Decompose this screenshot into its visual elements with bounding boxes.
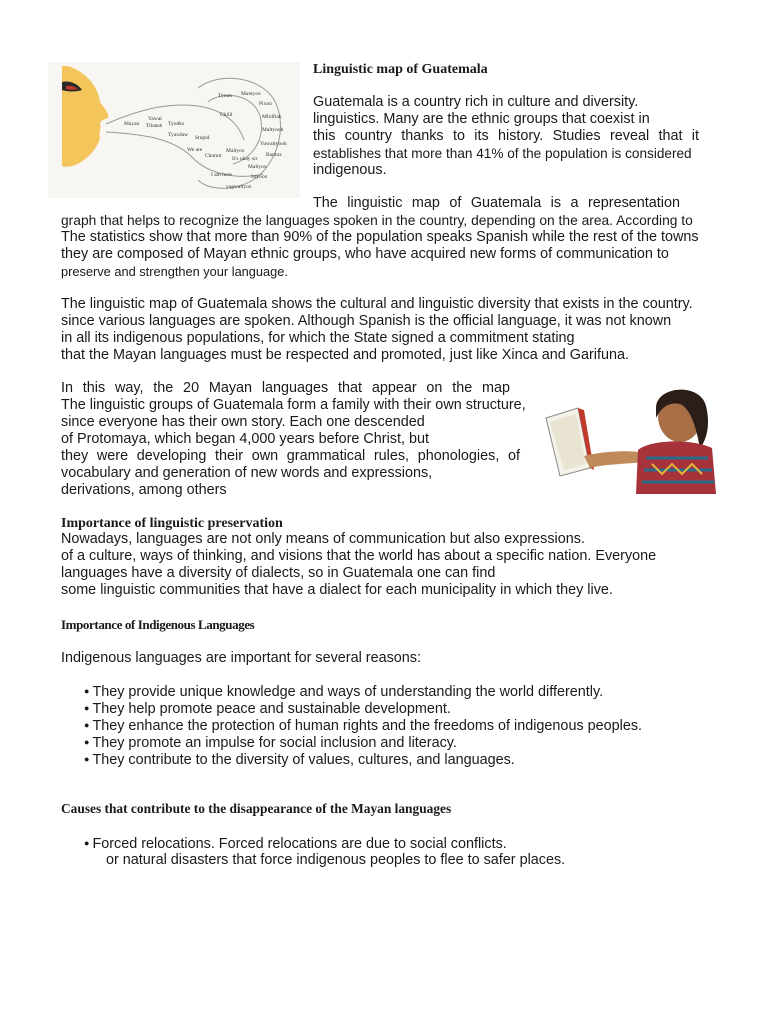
swirl-word: I am here [211,172,232,178]
bullet-dot: ● [84,737,90,747]
swirl-word: We are [187,147,203,153]
bullet-text: They provide unique knowledge and ways of understanding the world differently. [92,684,604,700]
swirl-word: Chilil [220,112,233,118]
cause-item [84,835,507,853]
swirl-word: Maltyooh [262,127,284,133]
bullet-item [84,734,457,752]
swirl-word: Chomir [205,153,222,159]
speech-swirl-svg [48,62,300,198]
bullet-text: They help promote peace and sustainable development. [92,701,451,717]
swirl-word: Mfolfiah [262,114,282,120]
woman-with-book-illustration [540,378,716,494]
para5-line: of a culture, ways of thinking, and visions that the world has about a specific nation. Everyone [61,548,657,564]
para4-line: vocabulary and generation of new words and expressions, [61,465,433,481]
cause-text: Forced relocations. Forced relocations are due to social conflicts. [92,836,507,852]
swirl-word: Maltyox [226,148,245,154]
bullet-dot: ● [84,754,90,764]
bullet-dot: ● [84,703,90,713]
para3-line: in all its indigenous populations, for which the State signed a commitment stating [61,330,575,346]
bullet-item [84,683,603,701]
para5-line: Nowadays, languages are not only means of communication but also expressions. [61,531,585,547]
para2-line: The linguistic map of Guatemala is a representation [313,195,680,211]
para2-line: The statistics show that more than 90% of the population speaks Spanish while the rest of the towns [61,229,699,245]
swirl-word: Yawal [148,116,162,122]
para4-line: of Protomaya, which began 4,000 years before Christ, but [61,431,429,447]
para4-line: since everyone has their own story. Each one descended [61,414,425,430]
swirl-word: Pixon [259,101,272,107]
swirl-word: Mantyox [241,91,261,97]
swirl-word: Bantux [266,152,282,158]
swirl-word: Tyuun [218,93,232,99]
swirl-word: Mayan [124,121,140,127]
swirl-word: Tibatsh [146,123,163,129]
para2-line: they are composed of Mayan ethnic groups, who have acquired new forms of communication to [61,246,669,262]
para3-line: The linguistic map of Guatemala shows the cultural and linguistic diversity that exists in the country. [61,296,693,312]
swirl-word: Tyodks [168,121,185,127]
intro-line: this country thanks to its history. Studies reveal that it [313,128,699,144]
bullet-text: They contribute to the diversity of values, cultures, and languages. [92,752,515,768]
heading-preservation: Importance of linguistic preservation [61,516,283,531]
swirl-word: Yuwaltyooh [260,141,287,147]
bullet-item [84,700,451,718]
para3-line: since various languages are spoken. Although Spanish is the official language, it was not known [61,313,672,329]
bullet-text: They promote an impulse for social inclusion and literacy. [92,735,457,751]
bullet-dot: ● [84,686,90,696]
para4-line: derivations, among others [61,482,227,498]
swirl-word: Stupid [195,135,210,141]
heading-indigenous: Importance of Indigenous Languages [61,617,255,632]
bullet-text: They enhance the protection of human rights and the freedoms of indigenous peoples. [92,718,643,734]
intro-line: linguistics. Many are the ethnic groups that coexist in [313,111,650,127]
para2-line: preserve and strengthen your language. [61,264,288,279]
swirl-word: yagwaltyox [226,184,252,190]
heading-linguistic-map: Linguistic map of Guatemala [313,62,488,77]
intro-line: indigenous. [313,162,387,178]
woman-with-book-svg [540,378,716,494]
swirl-word: It's okay sir [232,156,258,162]
para3-line: that the Mayan languages must be respected and promoted, just like Xinca and Garifuna. [61,347,629,363]
swirl-word: Maltyox [248,164,267,170]
intro-line: establishes that more than 41% of the population is considered [313,146,692,161]
swirl-word: Istyoox [251,174,268,180]
heading-causes: Causes that contribute to the disappearance of the Mayan languages [61,801,452,816]
swirl-word: Tyaxdaw [168,132,189,138]
para5-line: some linguistic communities that have a dialect for each municipality in which they live. [61,582,613,598]
bullet-dot: ● [84,838,90,848]
para4-line: The linguistic groups of Guatemala form a family with their own structure, [61,397,526,413]
para2-line: graph that helps to recognize the languages spoken in the country, depending on the area. According to [61,213,693,228]
para4-line: In this way, the 20 Mayan languages that appear on the map [61,380,510,396]
indigenous-intro: Indigenous languages are important for several reasons: [61,650,421,666]
intro-line: Guatemala is a country rich in culture and diversity. [313,94,639,110]
speech-swirl-illustration [48,62,300,198]
cause-continuation: or natural disasters that force indigenous peoples to flee to safer places. [106,852,566,868]
bullet-dot: ● [84,720,90,730]
para4-line: they were developing their own grammatical rules, phonologies, of [61,448,520,464]
bullet-item [84,717,642,735]
para5-line: languages have a diversity of dialects, so in Guatemala one can find [61,565,496,581]
outstretched-arm [584,451,644,468]
bullet-item [84,751,515,769]
